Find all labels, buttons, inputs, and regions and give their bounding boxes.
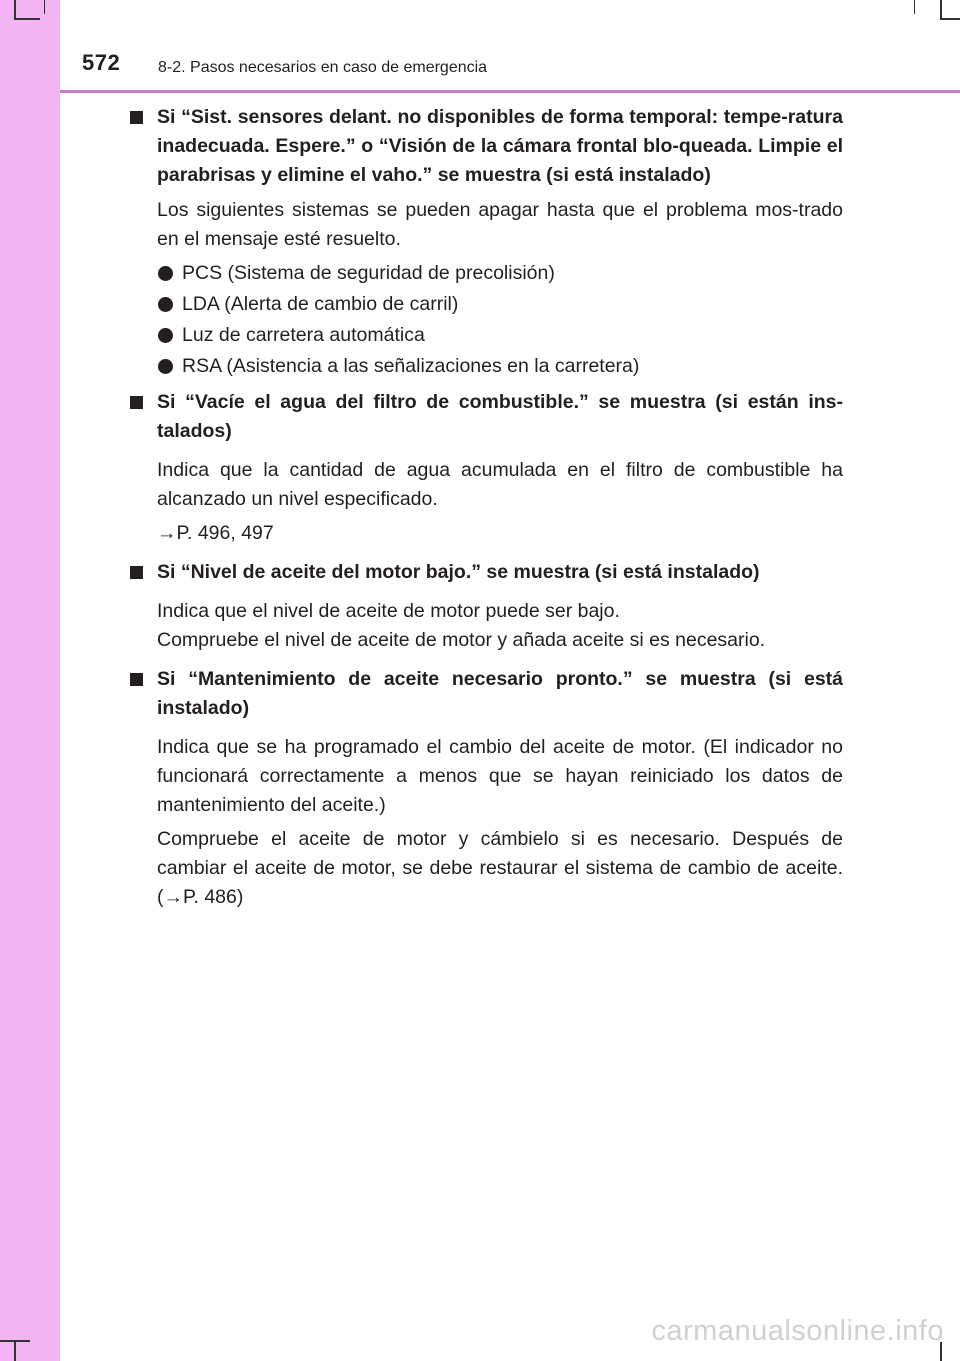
site-watermark: carmanualsonline.info bbox=[651, 1315, 944, 1347]
list-item: Luz de carretera automática bbox=[157, 321, 843, 350]
page-number: 572 bbox=[82, 50, 121, 75]
header-divider bbox=[60, 90, 960, 93]
side-color-band bbox=[0, 0, 60, 1361]
crop-mark-top-right-v bbox=[940, 0, 942, 20]
page-content bbox=[157, 99, 843, 917]
section-title: 8-2. Pasos necesarios en caso de emergencia bbox=[158, 59, 488, 76]
crop-mark-top-left-tick bbox=[44, 0, 45, 14]
crop-mark-top-right-tick bbox=[914, 0, 915, 14]
body-paragraph: Indica que se ha programado el cambio del aceite de motor. (El indicador no funcionará correctamente a menos que se hayan reiniciado los datos de mantenimiento del aceite.) bbox=[157, 736, 843, 816]
list-item: PCS (Sistema de seguridad de precolisión) bbox=[157, 259, 843, 288]
page-reference: →P. 496, 497 bbox=[157, 522, 274, 544]
crop-mark-top-left bbox=[14, 18, 40, 20]
body-paragraph: Indica que la cantidad de agua acumulada en el filtro de combustible ha alcanzado un nivel especificado. bbox=[157, 459, 843, 510]
body-paragraph: Compruebe el aceite de motor y cámbielo si es necesario. Después de cambiar el aceite de motor, se debe restaurar el sistema de cambio de aceite. (→P. 486) bbox=[157, 828, 843, 908]
section-heading: Si “Vacíe el agua del filtro de combustible.” se muestra (si están ins-talados) bbox=[157, 388, 843, 446]
crop-mark-top-left-v bbox=[14, 0, 16, 20]
body-paragraph: Los siguientes sistemas se pueden apagar hasta que el problema mos-trado en el mensaje esté resuelto. bbox=[157, 199, 843, 250]
body-paragraph: Indica que el nivel de aceite de motor puede ser bajo. bbox=[157, 600, 620, 622]
list-item: RSA (Asistencia a las señalizaciones en la carretera) bbox=[157, 352, 843, 381]
crop-mark-bottom-left-v bbox=[14, 1342, 16, 1361]
crop-mark-top-right bbox=[940, 18, 960, 20]
section-heading: Si “Mantenimiento de aceite necesario pronto.” se muestra (si está instalado) bbox=[157, 665, 843, 723]
section-heading: Si “Nivel de aceite del motor bajo.” se muestra (si está instalado) bbox=[157, 558, 843, 587]
list-item: LDA (Alerta de cambio de carril) bbox=[157, 290, 843, 319]
body-paragraph: Compruebe el nivel de aceite de motor y añada aceite si es necesario. bbox=[157, 629, 766, 651]
section-heading: Si “Sist. sensores delant. no disponibles de forma temporal: tempe-ratura inadecuada. Espere.” o “Visión de la cámara frontal blo-queada. Limpie el parabrisas y elimine el vaho.” se muestra (si está instalado) bbox=[157, 103, 843, 190]
